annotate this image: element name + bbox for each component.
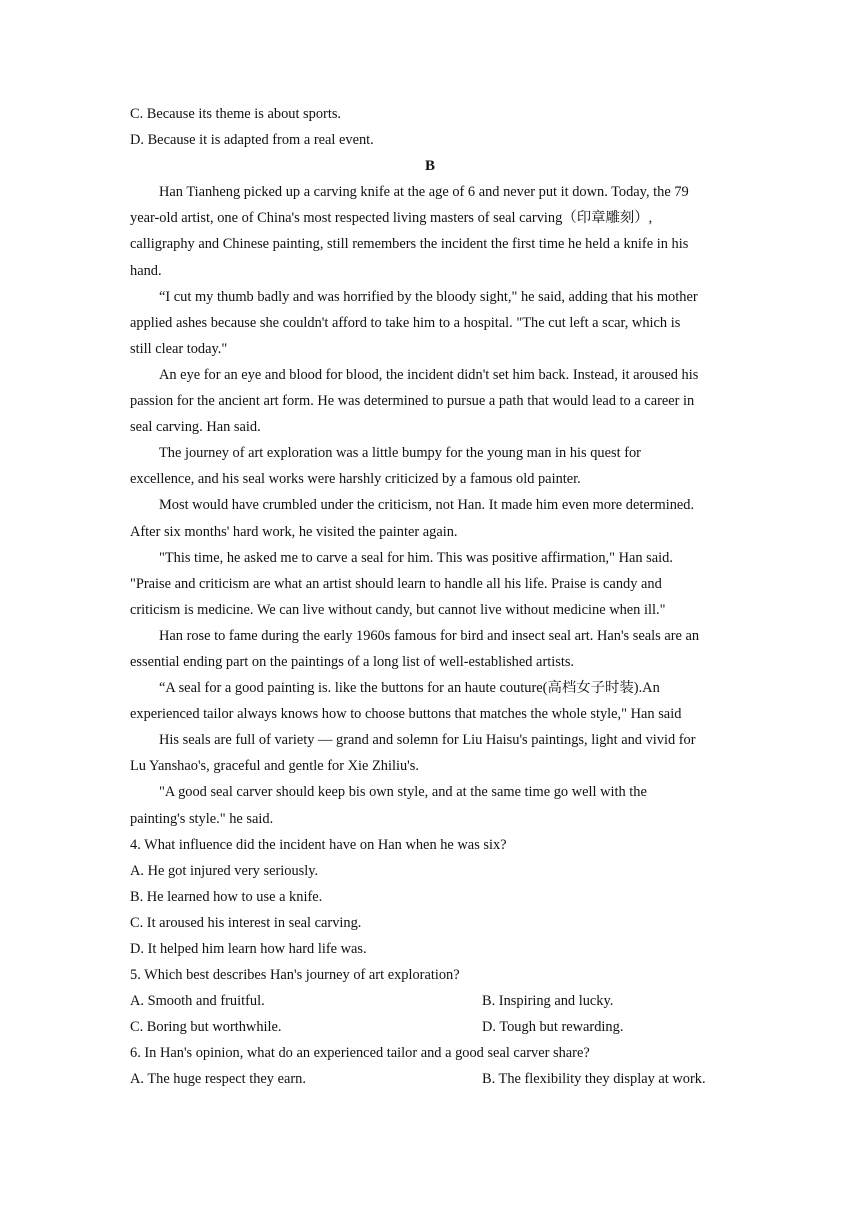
passage-line: hand. [130, 262, 162, 279]
answer-option-d: D. It helped him learn how hard life was. [130, 941, 367, 957]
option-row [130, 988, 730, 1014]
prev-option-c: C. Because its theme is about sports. [130, 106, 342, 122]
answer-option-a: A. Smooth and fruitful. [130, 993, 265, 1010]
section-title: B [424, 158, 435, 175]
passage-line: passion for the ancient art form. He was determined to pursue a path that would lead to a career in [130, 393, 695, 410]
passage-line: Most would have crumbled under the criticism, not Han. It made him even more determined. [159, 497, 695, 514]
passage-line: After six months' hard work, he visited the painter again. [130, 523, 458, 540]
passage-line: applied ashes because she couldn't afford to take him to a hospital. "The cut left a scar, which is [130, 314, 681, 331]
passage-line: “A seal for a good painting is. like the buttons for an haute couture(高档女子时装).An [159, 680, 660, 697]
passage [130, 179, 730, 831]
passage-line: criticism is medicine. We can live without candy, but cannot live without medicine when ill." [130, 601, 666, 618]
passage-line: excellence, and his seal works were harshly criticized by a famous old painter. [130, 471, 581, 488]
answer-option-d: D. Tough but rewarding. [482, 1019, 624, 1036]
answer-option-c: C. It aroused his interest in seal carving. [130, 914, 362, 931]
answer-option-a: A. He got injured very seriously. [130, 862, 319, 879]
passage-line: still clear today." [130, 340, 228, 357]
passage-line: An eye for an eye and blood for blood, the incident didn't set him back. Instead, it aroused his [159, 366, 699, 383]
question-5 [130, 962, 730, 1040]
option-row [130, 1066, 730, 1092]
passage-line: painting's style." he said. [130, 810, 274, 827]
answer-option-a: A. The huge respect they earn. [130, 1071, 306, 1088]
question-6 [130, 1040, 730, 1092]
passage-line: The journey of art exploration was a little bumpy for the young man in his quest for [159, 445, 641, 462]
option-row [130, 1014, 730, 1040]
passage-line: essential ending part on the paintings of a long list of well-established artists. [130, 653, 575, 670]
answer-option-b: B. The flexibility they display at work. [482, 1071, 706, 1088]
passage-line: "A good seal carver should keep bis own style, and at the same time go well with the [159, 784, 647, 801]
question-stem: 6. In Han's opinion, what do an experienced tailor and a good seal carver share? [130, 1045, 590, 1062]
passage-line: "Praise and criticism are what an artist should learn to handle all his life. Praise is candy and [130, 575, 662, 592]
prev-option-d: D. Because it is adapted from a real event. [130, 132, 374, 149]
passage-line: "This time, he asked me to carve a seal for him. This was positive affirmation," Han said. [159, 549, 673, 566]
document-page [130, 101, 730, 1093]
question-4 [130, 832, 730, 962]
passage-line: experienced tailor always knows how to choose buttons that matches the whole style," Han said [130, 706, 682, 723]
answer-option-c: C. Boring but worthwhile. [130, 1019, 282, 1036]
passage-line: Han Tianheng picked up a carving knife at the age of 6 and never put it down. Today, the 79 [159, 184, 689, 201]
passage-line: year-old artist, one of China's most respected living masters of seal carving（印章雕刻）, [130, 210, 653, 227]
question-stem: 5. Which best describes Han's journey of art exploration? [130, 967, 460, 984]
passage-line: Lu Yanshao's, graceful and gentle for Xie Zhiliu's. [130, 758, 419, 775]
passage-line: Han rose to fame during the early 1960s famous for bird and insect seal art. Han's seals are an [159, 627, 700, 644]
passage-line: His seals are full of variety — grand and solemn for Liu Haisu's paintings, light and vivid for [159, 732, 696, 749]
passage-line: “I cut my thumb badly and was horrified by the bloody sight," he said, adding that his mother [159, 288, 698, 305]
passage-line: calligraphy and Chinese painting, still remembers the incident the first time he held a knife in his [130, 236, 689, 253]
question-stem: 4. What influence did the incident have on Han when he was six? [130, 836, 507, 853]
answer-option-b: B. He learned how to use a knife. [130, 888, 323, 905]
passage-line: seal carving. Han said. [130, 419, 261, 436]
answer-option-b: B. Inspiring and lucky. [482, 993, 614, 1010]
